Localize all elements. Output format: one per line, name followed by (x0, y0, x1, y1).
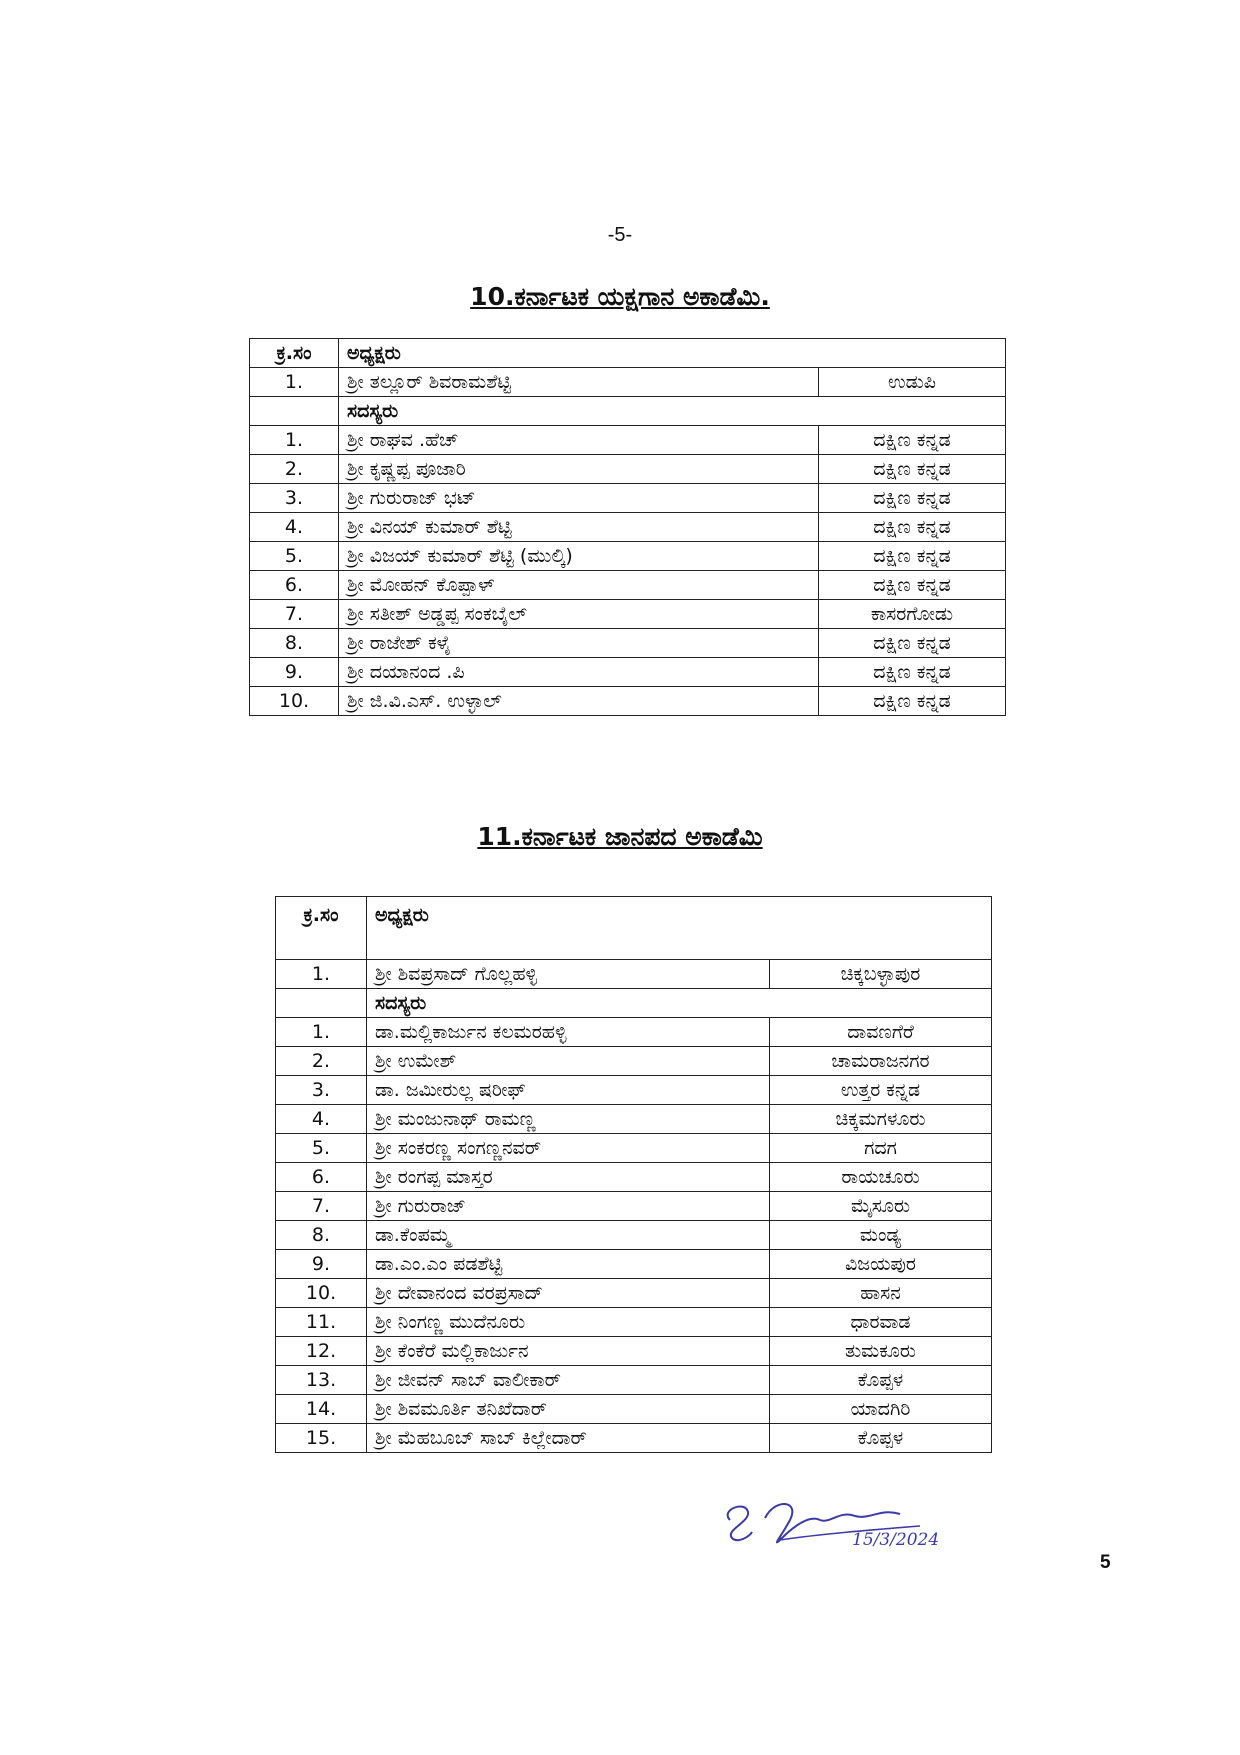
member-row (276, 1337, 992, 1366)
serial-number: 9. (276, 1250, 367, 1279)
member-row (276, 1047, 992, 1076)
member-name: ಶ್ರೀ ಗುರುರಾಜ್ (367, 1192, 770, 1221)
member-row (276, 1279, 992, 1308)
members-label-row (250, 397, 1006, 426)
member-name: ಶ್ರೀ ಶಿವಪ್ರಸಾದ್ ಗೊಲ್ಲಹಳ್ಳಿ (367, 960, 770, 989)
president-label: ಅಧ್ಯಕ್ಷರು (339, 339, 1006, 368)
member-row (250, 658, 1006, 687)
serial-number: 1. (250, 368, 339, 397)
serial-number: 11. (276, 1308, 367, 1337)
member-row (250, 455, 1006, 484)
member-name: ಡಾ.ಎಂ.ಎಂ ಪಡಶೆಟ್ಟಿ (367, 1250, 770, 1279)
president-label: ಅಧ್ಯಕ್ಷರು (367, 897, 992, 960)
member-row (276, 1366, 992, 1395)
member-name: ಡಾ.ಕೆಂಪಮ್ಮ (367, 1221, 770, 1250)
serial-number: 3. (276, 1076, 367, 1105)
academy-11-heading: 11.ಕರ್ನಾಟಕ ಜಾನಪದ ಅಕಾಡೆಮಿ (477, 822, 763, 851)
member-row (250, 629, 1006, 658)
serial-number: 1. (250, 426, 339, 455)
member-name: ಶ್ರೀ ಮಂಜುನಾಥ್ ರಾಮಣ್ಣ (367, 1105, 770, 1134)
member-row (250, 571, 1006, 600)
member-place: ಕೊಪ್ಪಳ (770, 1424, 992, 1453)
serial-number: 5. (276, 1134, 367, 1163)
member-name: ಶ್ರೀ ಶಿವಮೂರ್ತಿ ತನಿಖೆದಾರ್ (367, 1395, 770, 1424)
member-name: ಶ್ರೀ ರಾಘವ .ಹೆಚ್ (339, 426, 819, 455)
member-place: ತುಮಕೂರು (770, 1337, 992, 1366)
member-place: ಮೈಸೂರು (770, 1192, 992, 1221)
col-serial-header: ಕ್ರ.ಸಂ (276, 897, 367, 960)
member-row (250, 426, 1006, 455)
serial-number: 6. (250, 571, 339, 600)
member-place: ಕಾಸರಗೋಡು (819, 600, 1006, 629)
member-place: ಚಿಕ್ಕಬಳ್ಳಾಪುರ (770, 960, 992, 989)
member-place: ಮಂಡ್ಯ (770, 1221, 992, 1250)
member-name: ಶ್ರೀ ವಿಜಯ್ ಕುಮಾರ್ ಶೆಟ್ಟಿ (ಮುಲ್ಕಿ) (339, 542, 819, 571)
member-name: ಶ್ರೀ ಕೆಂಕೆರೆ ಮಲ್ಲಿಕಾರ್ಜುನ (367, 1337, 770, 1366)
member-place: ರಾಯಚೂರು (770, 1163, 992, 1192)
serial-number: 1. (276, 960, 367, 989)
member-row (276, 1134, 992, 1163)
member-place: ಉಡುಪಿ (819, 368, 1006, 397)
serial-number: 7. (276, 1192, 367, 1221)
member-place: ದಕ್ಷಿಣ ಕನ್ನಡ (819, 542, 1006, 571)
serial-number: 9. (250, 658, 339, 687)
member-row (276, 1308, 992, 1337)
col-serial-header: ಕ್ರ.ಸಂ (250, 339, 339, 368)
member-row (276, 1192, 992, 1221)
member-place: ಹಾಸನ (770, 1279, 992, 1308)
serial-number: 4. (276, 1105, 367, 1134)
member-name: ಶ್ರೀ ಸತೀಶ್ ಅಡ್ಡಪ್ಪ ಸಂಕಬೈಲ್ (339, 600, 819, 629)
serial-number: 10. (250, 687, 339, 716)
academy-10-tbody (250, 339, 1006, 716)
member-row (276, 1105, 992, 1134)
member-place: ದಕ್ಷಿಣ ಕನ್ನಡ (819, 571, 1006, 600)
members-label-row (276, 989, 992, 1018)
member-name: ಶ್ರೀ ಗುರುರಾಜ್ ಭಟ್ (339, 484, 819, 513)
member-place: ಉತ್ತರ ಕನ್ನಡ (770, 1076, 992, 1105)
members-label: ಸದಸ್ಯರು (339, 397, 1006, 426)
member-row (276, 1250, 992, 1279)
serial-number: 10. (276, 1279, 367, 1308)
member-row (250, 513, 1006, 542)
academy-11-table (275, 896, 992, 1453)
serial-number: 4. (250, 513, 339, 542)
member-row (276, 1221, 992, 1250)
member-place: ದಕ್ಷಿಣ ಕನ್ನಡ (819, 455, 1006, 484)
member-place: ದಕ್ಷಿಣ ಕನ್ನಡ (819, 484, 1006, 513)
serial-number: 15. (276, 1424, 367, 1453)
serial-number: 6. (276, 1163, 367, 1192)
member-place: ಚಿಕ್ಕಮಗಳೂರು (770, 1105, 992, 1134)
serial-number: 2. (250, 455, 339, 484)
serial-number: 12. (276, 1337, 367, 1366)
academy-10-table (249, 338, 1006, 716)
empty-cell (276, 989, 367, 1018)
member-row (250, 687, 1006, 716)
serial-number: 7. (250, 600, 339, 629)
member-name: ಶ್ರೀ ದೇವಾನಂದ ವರಪ್ರಸಾದ್ (367, 1279, 770, 1308)
member-name: ಶ್ರೀ ಜಿ.ವಿ.ಎಸ್. ಉಳ್ಳಾಲ್ (339, 687, 819, 716)
serial-number: 14. (276, 1395, 367, 1424)
member-name: ಶ್ರೀ ವಿನಯ್ ಕುಮಾರ್ ಶೆಟ್ಟಿ (339, 513, 819, 542)
member-row (276, 1018, 992, 1047)
member-place: ಗದಗ (770, 1134, 992, 1163)
member-name: ಶ್ರೀ ಮೆಹಬೂಬ್ ಸಾಬ್ ಕಿಲ್ಲೇದಾರ್ (367, 1424, 770, 1453)
member-row (276, 1424, 992, 1453)
president-row (250, 368, 1006, 397)
member-place: ದಕ್ಷಿಣ ಕನ್ನಡ (819, 513, 1006, 542)
serial-number: 13. (276, 1366, 367, 1395)
member-row (250, 484, 1006, 513)
academy-11-tbody (276, 897, 992, 1453)
member-name: ಶ್ರೀ ತಲ್ಲೂರ್ ಶಿವರಾಮಶೆಟ್ಟಿ (339, 368, 819, 397)
member-name: ಶ್ರೀ ರಂಗಪ್ಪ ಮಾಸ್ತರ (367, 1163, 770, 1192)
serial-number: 1. (276, 1018, 367, 1047)
member-name: ಶ್ರೀ ದಯಾನಂದ .ಪಿ (339, 658, 819, 687)
member-row (276, 1076, 992, 1105)
member-name: ಶ್ರೀ ಉಮೇಶ್ (367, 1047, 770, 1076)
member-row (250, 600, 1006, 629)
serial-number: 8. (250, 629, 339, 658)
member-name: ಶ್ರೀ ಜೀವನ್ ಸಾಬ್ ವಾಲೀಕಾರ್ (367, 1366, 770, 1395)
member-name: ಶ್ರೀ ಕೃಷ್ಣಪ್ಪ ಪೂಜಾರಿ (339, 455, 819, 484)
serial-number: 5. (250, 542, 339, 571)
member-place: ದಕ್ಷಿಣ ಕನ್ನಡ (819, 426, 1006, 455)
member-row (276, 1163, 992, 1192)
signature-date: 15/3/2024 (852, 1530, 940, 1550)
member-place: ದಾವಣಗೆರೆ (770, 1018, 992, 1047)
serial-number: 3. (250, 484, 339, 513)
member-place: ಯಾದಗಿರಿ (770, 1395, 992, 1424)
member-place: ಧಾರವಾಡ (770, 1308, 992, 1337)
member-place: ಕೊಪ್ಪಳ (770, 1366, 992, 1395)
table-header-row (276, 897, 992, 960)
member-name: ಶ್ರೀ ನಿಂಗಣ್ಣ ಮುದೆನೂರು (367, 1308, 770, 1337)
member-place: ದಕ್ಷಿಣ ಕನ್ನಡ (819, 687, 1006, 716)
academy-10-heading: 10.ಕರ್ನಾಟಕ ಯಕ್ಷಗಾನ ಅಕಾಡೆಮಿ. (470, 282, 770, 311)
members-label: ಸದಸ್ಯರು (367, 989, 992, 1018)
member-name: ಶ್ರೀ ಮೋಹನ್ ಕೊಪ್ಪಾಳ್ (339, 571, 819, 600)
member-row (276, 1395, 992, 1424)
page-number: 5 (1100, 1552, 1111, 1573)
member-place: ವಿಜಯಪುರ (770, 1250, 992, 1279)
empty-cell (250, 397, 339, 426)
member-place: ದಕ್ಷಿಣ ಕನ್ನಡ (819, 658, 1006, 687)
serial-number: 8. (276, 1221, 367, 1250)
member-row (250, 542, 1006, 571)
member-place: ದಕ್ಷಿಣ ಕನ್ನಡ (819, 629, 1006, 658)
member-name: ಡಾ.ಮಲ್ಲಿಕಾರ್ಜುನ ಕಲಮರಹಳ್ಳಿ (367, 1018, 770, 1047)
page-marker: -5- (607, 224, 633, 246)
table-header-row (250, 339, 1006, 368)
serial-number: 2. (276, 1047, 367, 1076)
member-name: ಶ್ರೀ ಸಂಕರಣ್ಣ ಸಂಗಣ್ಣನವರ್ (367, 1134, 770, 1163)
member-name: ಶ್ರೀ ರಾಜೇಶ್ ಕಳೈ (339, 629, 819, 658)
president-row (276, 960, 992, 989)
member-name: ಡಾ. ಜಮೀರುಲ್ಲ ಷರೀಫ್ (367, 1076, 770, 1105)
member-place: ಚಾಮರಾಜನಗರ (770, 1047, 992, 1076)
